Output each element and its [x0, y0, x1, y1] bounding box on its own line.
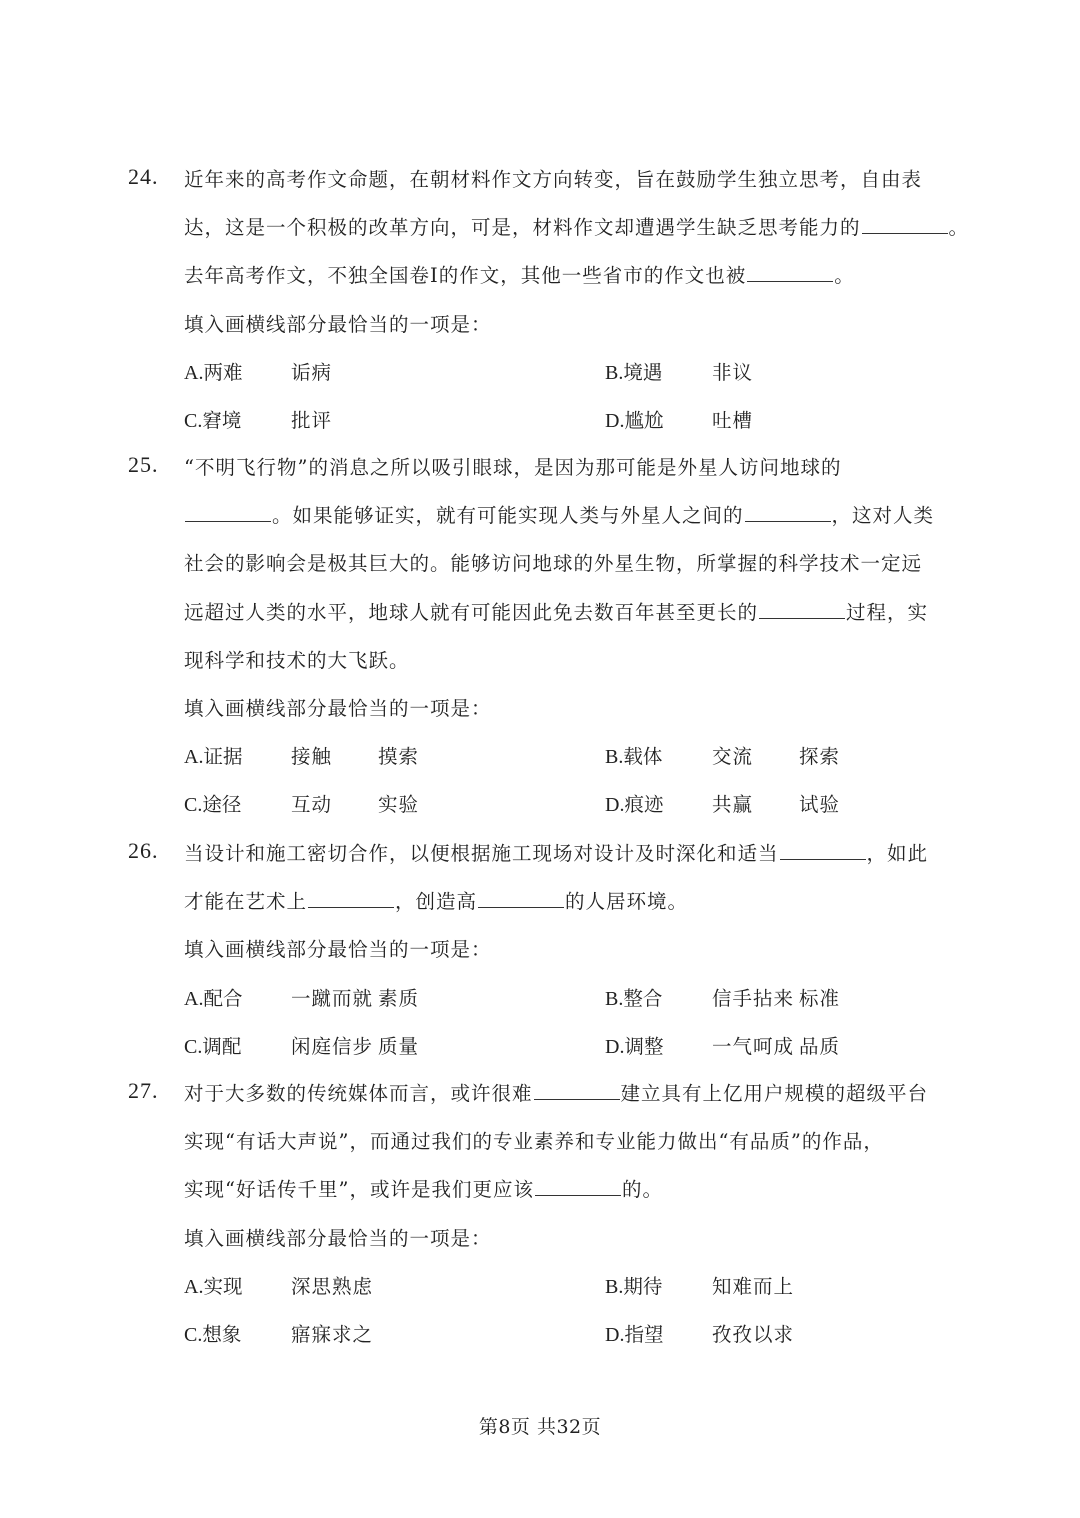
option-word: 途径	[202, 793, 242, 817]
option-word: 接触	[291, 745, 333, 769]
option-b	[605, 357, 1005, 385]
answer-blank	[759, 600, 845, 619]
question-text: 现科学和技术的大飞跃。	[184, 648, 410, 672]
question-text-line	[184, 260, 959, 288]
option-word: 实现	[203, 1274, 243, 1298]
option-word: 两难	[203, 360, 243, 384]
option-c	[184, 1031, 584, 1059]
option-a	[184, 983, 584, 1011]
option-word: 吐槽	[712, 409, 754, 432]
option-word: 标准	[799, 986, 841, 1010]
option-word: 互动	[291, 793, 333, 817]
option-word: 载体	[623, 745, 663, 769]
question-text-line	[184, 500, 959, 528]
answer-blank	[535, 1177, 621, 1196]
option-a	[184, 357, 584, 385]
option-letter: D.	[605, 410, 625, 432]
option-word: 品质	[799, 1034, 841, 1058]
option-word: 共赢	[712, 793, 754, 817]
option-letter: B.	[605, 1275, 624, 1298]
question-text: 建立具有上亿用户规模的超级平台	[620, 1082, 929, 1105]
answer-blank	[780, 841, 866, 860]
question-text: 实现“好话传千里”，或许是我们更应该	[184, 1178, 534, 1202]
option-letter: B.	[605, 987, 624, 1010]
option-word: 期待	[623, 1274, 663, 1298]
question-text: ，创造高	[395, 890, 478, 914]
question-text: 。	[834, 264, 855, 288]
option-word: 诟病	[291, 360, 333, 384]
question-text-line	[184, 452, 959, 480]
option-letter: B.	[605, 361, 624, 384]
option-d	[605, 405, 1005, 433]
option-word: 闲庭信步	[291, 1034, 374, 1058]
question-text: 过程，实	[846, 600, 929, 624]
option-letter: C.	[184, 1035, 203, 1058]
answer-blank	[745, 503, 831, 522]
page-footer: 第8页 共32页	[478, 1416, 602, 1438]
option-word: 信手拈来	[712, 986, 795, 1010]
option-d	[605, 789, 1005, 817]
question-number: 26.	[128, 838, 159, 863]
option-word: 证据	[203, 745, 243, 769]
option-word: 指望	[624, 1323, 664, 1346]
answer-blank	[747, 263, 833, 282]
option-word: 调整	[624, 1034, 664, 1058]
option-word: 素质	[378, 986, 420, 1010]
option-word: 探索	[799, 745, 841, 769]
option-letter: A.	[184, 987, 204, 1010]
question-instruction: 填入画横线部分最恰当的一项是：	[184, 312, 492, 336]
question-text-line	[184, 1078, 959, 1106]
option-word: 质量	[378, 1034, 420, 1058]
option-word: 交流	[712, 745, 754, 769]
option-word: 痕迹	[624, 793, 664, 817]
option-word: 一蹴而就	[291, 986, 374, 1010]
option-letter: D.	[605, 794, 625, 817]
question-text: 才能在艺术上	[184, 890, 308, 914]
question-text-line	[184, 886, 959, 914]
option-letter: D.	[605, 1324, 625, 1346]
question-number: 24.	[128, 164, 159, 189]
question-text-line	[184, 212, 970, 240]
answer-blank	[534, 1081, 620, 1100]
question-text: 。如果能够证实，就有可能实现人类与外星人之间的	[272, 504, 744, 528]
question-instruction: 填入画横线部分最恰当的一项是：	[184, 1226, 492, 1250]
option-word: 非议	[712, 360, 754, 384]
question-text: 的人居环境。	[565, 890, 689, 914]
option-c	[184, 789, 584, 817]
option-letter: A.	[184, 746, 204, 769]
question-text: 实现“有话大声说”，而通过我们的专业素养和专业能力做出“有品质”的作品，	[184, 1130, 884, 1154]
option-c	[184, 405, 584, 433]
question-text: “不明飞行物”的消息之所以吸引眼球，是因为那可能是外星人访问地球的	[184, 456, 842, 479]
question-text: 去年高考作文，不独全国卷Ⅰ的作文，其他一些省市的作文也被	[184, 264, 747, 288]
option-word: 深思熟虑	[291, 1274, 374, 1298]
option-d	[605, 1031, 1005, 1059]
question-text-line	[184, 838, 959, 866]
option-a	[184, 1271, 584, 1299]
option-letter: A.	[184, 361, 204, 384]
option-word: 批评	[291, 409, 333, 432]
option-letter: A.	[184, 1275, 204, 1298]
question-text-line	[184, 645, 959, 673]
option-letter: C.	[184, 794, 203, 817]
question-instruction: 填入画横线部分最恰当的一项是：	[184, 938, 492, 962]
question-text-line	[184, 1174, 959, 1202]
option-b	[605, 983, 1005, 1011]
option-word: 调配	[202, 1034, 242, 1058]
question-text: 当设计和施工密切合作，以便根据施工现场对设计及时深化和适当	[184, 842, 779, 865]
option-word: 一气呵成	[712, 1034, 795, 1058]
question-text: 达，这是一个积极的改革方向，可是，材料作文却遭遇学生缺乏思考能力的	[184, 216, 861, 240]
option-word: 试验	[799, 793, 841, 817]
option-letter: D.	[605, 1035, 625, 1058]
question-instruction: 填入画横线部分最恰当的一项是：	[184, 697, 492, 720]
question-number: 25.	[128, 452, 159, 477]
option-word: 境遇	[623, 360, 663, 384]
option-word: 想象	[202, 1323, 242, 1346]
option-b	[605, 1271, 1005, 1299]
option-word: 摸索	[378, 745, 420, 769]
question-text: ，如此	[866, 842, 929, 865]
option-b	[605, 741, 1005, 769]
question-text-line	[184, 1126, 959, 1154]
option-word: 整合	[623, 986, 663, 1010]
question-text-line	[184, 597, 959, 625]
option-letter: B.	[605, 746, 624, 769]
question-text: 近年来的高考作文命题，在朝材料作文方向转变，旨在鼓励学生独立思考，自由表	[184, 168, 923, 191]
question-text: 的。	[621, 1178, 663, 1202]
question-text: ，这对人类	[831, 504, 935, 528]
answer-blank	[308, 889, 394, 908]
option-word: 实验	[378, 793, 420, 817]
option-word: 孜孜以求	[712, 1323, 795, 1346]
option-letter: C.	[184, 410, 203, 432]
option-word: 配合	[203, 986, 243, 1010]
option-word: 窘境	[202, 409, 242, 432]
question-text: 。	[948, 216, 970, 240]
option-a	[184, 741, 584, 769]
option-d	[605, 1319, 1005, 1347]
question-text: 社会的影响会是极其巨大的。能够访问地球的外星生物，所掌握的科学技术一定远	[184, 552, 923, 576]
option-c	[184, 1319, 584, 1347]
answer-blank	[185, 503, 271, 522]
question-number: 27.	[128, 1078, 159, 1103]
option-letter: C.	[184, 1324, 203, 1346]
question-text: 远超过人类的水平，地球人就有可能因此免去数百年甚至更长的	[184, 600, 759, 624]
question-text-line	[184, 548, 959, 576]
question-text-line	[184, 164, 959, 192]
option-word: 知难而上	[712, 1274, 795, 1298]
question-text: 对于大多数的传统媒体而言，或许很难	[184, 1082, 533, 1105]
answer-blank	[478, 889, 564, 908]
answer-blank	[862, 215, 948, 234]
option-word: 寤寐求之	[291, 1323, 374, 1346]
option-word: 尴尬	[624, 409, 664, 432]
